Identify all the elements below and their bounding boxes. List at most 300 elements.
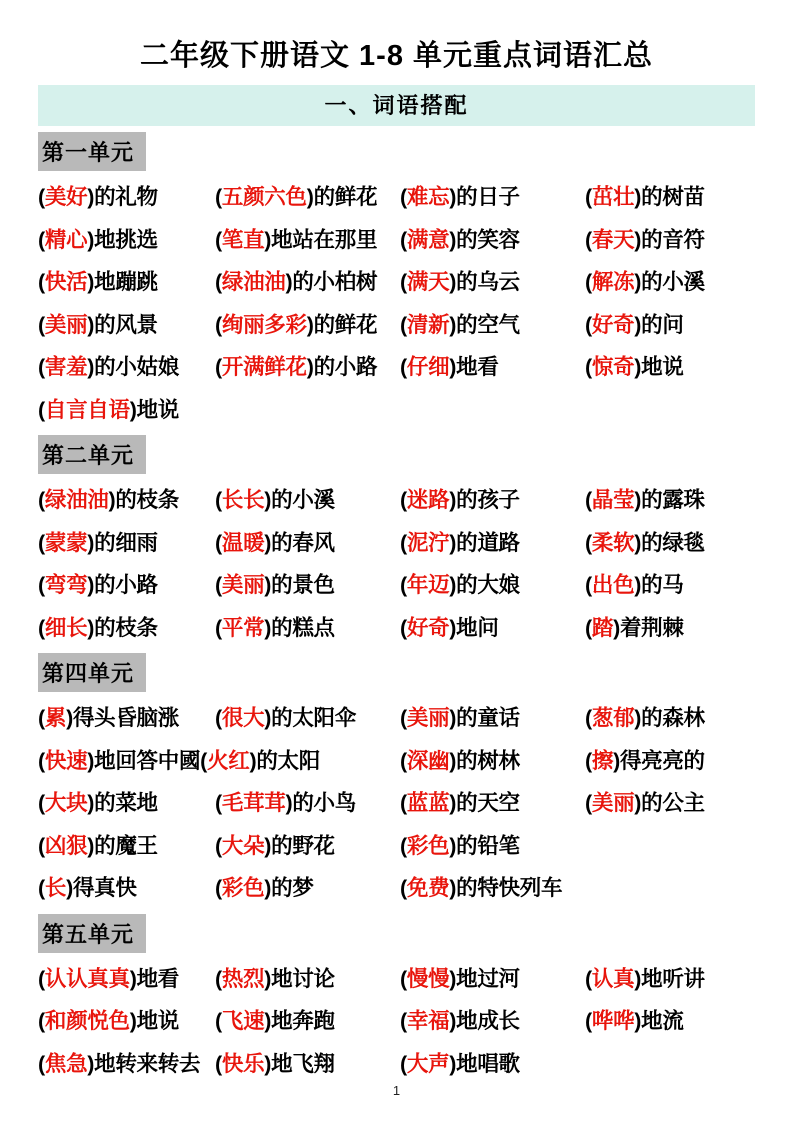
close-paren: ) (449, 791, 457, 816)
word-pair (38, 1009, 179, 1033)
phrase-text: 的音符 (641, 227, 705, 252)
phrase-text: 得真快 (72, 876, 137, 901)
answer-word: 细长 (44, 615, 88, 640)
word-pair (215, 967, 335, 991)
open-paren: ( (215, 530, 222, 555)
word-pair (400, 706, 520, 730)
answer-word: 和颜悦色 (44, 1009, 130, 1034)
open-paren: ( (38, 1009, 45, 1034)
answer-word: 擦 (591, 748, 614, 773)
phrase-text: 地成长 (456, 1009, 520, 1034)
word-row (38, 520, 755, 563)
phrase-text: 的笑容 (456, 227, 520, 252)
phrase-text: 地看 (136, 966, 179, 991)
word-pair (585, 967, 705, 991)
open-paren: ( (585, 185, 592, 210)
phrase-text: 的礼物 (94, 185, 158, 210)
word-cell (400, 1004, 585, 1035)
word-pair (400, 834, 520, 858)
word-cell (215, 829, 400, 860)
phrase-text: 的露珠 (641, 488, 705, 513)
open-paren: ( (38, 270, 45, 295)
open-paren: ( (215, 876, 222, 901)
word-cell (38, 829, 215, 860)
answer-word: 精心 (44, 227, 88, 252)
word-cell (38, 223, 215, 254)
answer-word: 彩色 (406, 833, 450, 858)
answer-word: 认认真真 (44, 966, 130, 991)
answer-word: 很大 (221, 706, 265, 731)
answer-word: 好奇 (406, 615, 450, 640)
phrase-text: 的特快列车 (456, 876, 563, 901)
word-pair (38, 228, 158, 252)
close-paren: ) (87, 791, 95, 816)
word-pair (38, 313, 158, 337)
word-pair (215, 313, 377, 337)
phrase-text: 的鲜花 (313, 312, 378, 337)
close-paren: ) (449, 312, 457, 337)
phrase-text: 的树苗 (641, 185, 705, 210)
word-cell (400, 568, 585, 599)
word-cell (400, 962, 585, 993)
phrase-text: 的枝条 (94, 615, 158, 640)
answer-word: 火红 (207, 748, 250, 773)
phrase-text: 的春风 (271, 530, 335, 555)
word-pair (215, 706, 356, 730)
phrase-text: 的糕点 (271, 615, 335, 640)
word-row (38, 1041, 755, 1084)
phrase-text: 的梦 (271, 876, 314, 901)
phrase-text: 的马 (641, 573, 684, 598)
open-paren: ( (400, 488, 407, 513)
close-paren: ) (634, 966, 642, 991)
word-row (38, 302, 755, 345)
open-paren: ( (400, 1009, 407, 1034)
word-pair (38, 791, 158, 815)
unit-section (38, 908, 755, 1084)
word-pair (38, 749, 200, 773)
open-paren: ( (400, 615, 407, 640)
phrase-text: 的魔王 (94, 833, 158, 858)
word-row (38, 998, 755, 1041)
phrase-text: 的枝条 (115, 488, 179, 513)
open-paren: ( (215, 966, 222, 991)
word-row (38, 174, 755, 217)
close-paren: ) (449, 270, 457, 295)
close-paren: ) (449, 966, 457, 991)
close-paren: ) (285, 791, 293, 816)
close-paren: ) (66, 706, 73, 731)
close-paren: ) (306, 355, 314, 380)
unit-heading: 第五单元 (38, 914, 146, 953)
word-cell (38, 962, 215, 993)
word-row (38, 387, 755, 430)
phrase-text: 的细雨 (94, 530, 158, 555)
phrase-text: 地说 (136, 397, 179, 422)
phrase-text: 着荆棘 (619, 615, 684, 640)
close-paren: ) (634, 530, 642, 555)
close-paren: ) (264, 573, 272, 598)
word-cell (215, 1047, 400, 1078)
answer-word: 飞速 (221, 1009, 265, 1034)
answer-word: 美丽 (406, 706, 450, 731)
open-paren: ( (215, 791, 222, 816)
word-pair (38, 834, 158, 858)
answer-word: 清新 (406, 312, 450, 337)
answer-word: 慢慢 (406, 966, 450, 991)
open-paren: ( (585, 1009, 592, 1034)
phrase-text: 地奔跑 (271, 1009, 335, 1034)
phrase-text: 的小鸟 (292, 791, 356, 816)
word-pair (215, 1052, 335, 1076)
answer-word: 好奇 (591, 312, 635, 337)
answer-word: 惊奇 (591, 355, 635, 380)
open-paren: ( (400, 748, 407, 773)
word-pair (400, 185, 520, 209)
word-pair (215, 270, 377, 294)
word-cell (585, 1004, 755, 1035)
answer-word: 累 (44, 706, 67, 731)
answer-word: 幸福 (406, 1009, 450, 1034)
open-paren: ( (585, 748, 592, 773)
word-pair (400, 967, 520, 991)
phrase-text: 地听讲 (641, 966, 705, 991)
open-paren: ( (400, 270, 407, 295)
close-paren: ) (264, 615, 272, 640)
word-pair (200, 749, 320, 773)
word-cell (585, 701, 755, 732)
close-paren: ) (129, 966, 137, 991)
word-pair (38, 616, 158, 640)
open-paren: ( (215, 1051, 222, 1076)
answer-word: 快活 (44, 270, 88, 295)
answer-word: 认真 (591, 966, 635, 991)
word-pair (400, 1052, 520, 1076)
word-cell (215, 308, 400, 339)
sections (0, 126, 793, 1083)
unit-section (38, 126, 755, 429)
phrase-text: 的问 (641, 312, 684, 337)
close-paren: ) (264, 227, 272, 252)
phrase-text: 的绿毯 (641, 530, 705, 555)
open-paren: ( (215, 615, 222, 640)
word-pair (585, 531, 705, 555)
word-pair (585, 355, 684, 379)
word-cell (400, 871, 585, 902)
phrase-text: 得亮亮的 (619, 748, 705, 773)
close-paren: ) (449, 573, 457, 598)
open-paren: ( (38, 1051, 45, 1076)
open-paren: ( (38, 706, 45, 731)
word-row (38, 780, 755, 823)
word-cell (585, 786, 755, 817)
answer-word: 美丽 (221, 573, 265, 598)
close-paren: ) (449, 488, 457, 513)
close-paren: ) (87, 227, 95, 252)
answer-word: 泥泞 (406, 530, 450, 555)
phrase-text: 地流 (641, 1009, 684, 1034)
answer-word: 踏 (591, 615, 614, 640)
word-row (38, 217, 755, 260)
answer-word: 绿油油 (44, 488, 109, 513)
word-pair (38, 706, 179, 730)
open-paren: ( (38, 748, 45, 773)
close-paren: ) (87, 185, 95, 210)
open-paren: ( (200, 748, 208, 773)
word-cell (38, 393, 215, 424)
phrase-text: 的铅笔 (456, 833, 520, 858)
close-paren: ) (87, 270, 95, 295)
answer-word: 快速 (44, 748, 88, 773)
answer-word: 葱郁 (591, 706, 635, 731)
answer-word: 出色 (591, 573, 635, 598)
word-cell (215, 350, 400, 381)
word-cell (215, 871, 400, 902)
open-paren: ( (38, 530, 45, 555)
close-paren: ) (449, 833, 457, 858)
phrase-text: 地看 (456, 355, 499, 380)
word-cell (38, 483, 215, 514)
open-paren: ( (215, 185, 222, 210)
answer-word: 迷路 (406, 488, 450, 513)
close-paren: ) (87, 355, 95, 380)
answer-word: 长长 (221, 488, 265, 513)
word-cell (215, 611, 400, 642)
word-pair (400, 531, 520, 555)
open-paren: ( (215, 227, 222, 252)
open-paren: ( (215, 573, 222, 598)
open-paren: ( (38, 227, 45, 252)
close-paren: ) (87, 312, 95, 337)
answer-word: 五颜六色 (221, 185, 307, 210)
phrase-text: 的小路 (94, 573, 158, 598)
phrase-text: 的小溪 (271, 488, 335, 513)
open-paren: ( (38, 615, 45, 640)
word-pair (38, 876, 137, 900)
open-paren: ( (585, 270, 592, 295)
open-paren: ( (38, 876, 45, 901)
phrase-text: 地过河 (456, 966, 520, 991)
word-pair (38, 355, 179, 379)
open-paren: ( (215, 270, 222, 295)
word-cell (585, 483, 755, 514)
word-pair (585, 488, 705, 512)
word-cell (400, 526, 585, 557)
word-pair (400, 876, 562, 900)
word-cell (585, 568, 755, 599)
word-pair (585, 313, 684, 337)
unit-heading: 第二单元 (38, 435, 146, 474)
open-paren: ( (400, 966, 407, 991)
phrase-text: 地飞翔 (271, 1051, 335, 1076)
phrase-text: 地问 (456, 615, 499, 640)
section-heading-banner: 一、词语搭配 (38, 85, 755, 126)
word-pair (585, 270, 705, 294)
word-pair (400, 270, 520, 294)
word-cell (38, 871, 215, 902)
word-cell (400, 483, 585, 514)
word-cell (38, 611, 215, 642)
phrase-text: 得头昏脑涨 (72, 706, 179, 731)
word-pair (38, 488, 179, 512)
close-paren: ) (634, 791, 642, 816)
phrase-text: 地回答中國 (94, 748, 201, 773)
word-row (38, 259, 755, 302)
word-cell (215, 223, 400, 254)
close-paren: ) (66, 876, 73, 901)
phrase-text: 的日子 (456, 185, 520, 210)
answer-word: 春天 (591, 227, 635, 252)
close-paren: ) (108, 488, 116, 513)
open-paren: ( (38, 397, 45, 422)
word-cell (400, 223, 585, 254)
answer-word: 弯弯 (44, 573, 88, 598)
answer-word: 晶莹 (591, 488, 635, 513)
phrase-text: 的太阳 (256, 748, 320, 773)
answer-word: 绚丽多彩 (221, 312, 307, 337)
close-paren: ) (449, 1009, 457, 1034)
word-cell (400, 180, 585, 211)
open-paren: ( (400, 791, 407, 816)
phrase-text: 的天空 (456, 791, 520, 816)
open-paren: ( (400, 530, 407, 555)
word-cell (38, 526, 215, 557)
word-cell (400, 744, 585, 775)
word-cell (585, 611, 755, 642)
close-paren: ) (285, 270, 293, 295)
close-paren: ) (449, 876, 457, 901)
close-paren: ) (264, 1051, 272, 1076)
word-cell (38, 744, 400, 775)
word-pair (400, 573, 520, 597)
word-pair (38, 573, 158, 597)
close-paren: ) (449, 1051, 457, 1076)
close-paren: ) (264, 833, 272, 858)
phrase-text: 的鲜花 (313, 185, 378, 210)
open-paren: ( (585, 312, 592, 337)
word-pair (215, 228, 377, 252)
answer-word: 蒙蒙 (44, 530, 88, 555)
close-paren: ) (613, 748, 620, 773)
answer-word: 绿油油 (221, 270, 286, 295)
open-paren: ( (400, 833, 407, 858)
phrase-text: 的空气 (456, 312, 520, 337)
word-cell (400, 701, 585, 732)
phrase-text: 的大娘 (456, 573, 520, 598)
word-pair (400, 1009, 520, 1033)
word-pair (400, 791, 520, 815)
answer-word: 平常 (221, 615, 265, 640)
word-pair (38, 531, 158, 555)
word-cell (400, 350, 585, 381)
answer-word: 彩色 (221, 876, 265, 901)
word-cell (585, 223, 755, 254)
close-paren: ) (449, 227, 457, 252)
phrase-text: 的景色 (271, 573, 335, 598)
phrase-text: 的野花 (271, 833, 335, 858)
word-pair (585, 185, 705, 209)
word-row (38, 695, 755, 738)
word-cell (38, 1004, 215, 1035)
phrase-text: 地转来转去 (94, 1051, 201, 1076)
word-pair (585, 573, 684, 597)
unit-section (38, 429, 755, 647)
open-paren: ( (585, 615, 592, 640)
word-cell (400, 611, 585, 642)
unit-heading: 第四单元 (38, 653, 146, 692)
close-paren: ) (634, 1009, 642, 1034)
open-paren: ( (400, 185, 407, 210)
word-pair (585, 749, 705, 773)
phrase-text: 的小柏树 (292, 270, 378, 295)
close-paren: ) (306, 185, 314, 210)
open-paren: ( (38, 185, 45, 210)
word-cell (215, 483, 400, 514)
close-paren: ) (87, 573, 95, 598)
phrase-text: 的太阳伞 (271, 706, 356, 731)
open-paren: ( (215, 706, 222, 731)
word-pair (215, 355, 377, 379)
word-cell (400, 308, 585, 339)
phrase-text: 的风景 (94, 312, 158, 337)
close-paren: ) (634, 355, 642, 380)
open-paren: ( (215, 488, 222, 513)
word-cell (215, 265, 400, 296)
open-paren: ( (400, 312, 407, 337)
open-paren: ( (585, 573, 592, 598)
word-pair (38, 270, 158, 294)
phrase-text: 的孩子 (456, 488, 520, 513)
phrase-text: 地站在那里 (271, 227, 378, 252)
word-cell (215, 962, 400, 993)
close-paren: ) (613, 615, 620, 640)
answer-word: 难忘 (406, 185, 450, 210)
close-paren: ) (87, 748, 95, 773)
answer-word: 免费 (406, 876, 450, 901)
answer-word: 大声 (406, 1051, 450, 1076)
close-paren: ) (129, 1009, 137, 1034)
open-paren: ( (585, 227, 592, 252)
answer-word: 柔软 (591, 530, 635, 555)
word-row (38, 823, 755, 866)
open-paren: ( (585, 488, 592, 513)
word-cell (215, 1004, 400, 1035)
word-pair (585, 706, 705, 730)
word-cell (215, 568, 400, 599)
word-cell (400, 829, 585, 860)
close-paren: ) (634, 270, 642, 295)
answer-word: 焦急 (44, 1051, 88, 1076)
word-cell (215, 786, 400, 817)
open-paren: ( (38, 966, 45, 991)
answer-word: 深幽 (406, 748, 450, 773)
open-paren: ( (585, 355, 592, 380)
close-paren: ) (264, 966, 272, 991)
phrase-text: 的树林 (456, 748, 520, 773)
phrase-text: 地说 (641, 355, 684, 380)
close-paren: ) (249, 748, 257, 773)
word-pair (400, 313, 520, 337)
open-paren: ( (585, 966, 592, 991)
answer-word: 害羞 (44, 355, 88, 380)
unit-section (38, 647, 755, 908)
close-paren: ) (87, 530, 95, 555)
word-cell (38, 180, 215, 211)
close-paren: ) (634, 706, 642, 731)
answer-word: 热烈 (221, 966, 265, 991)
answer-word: 茁壮 (591, 185, 635, 210)
word-cell (215, 526, 400, 557)
